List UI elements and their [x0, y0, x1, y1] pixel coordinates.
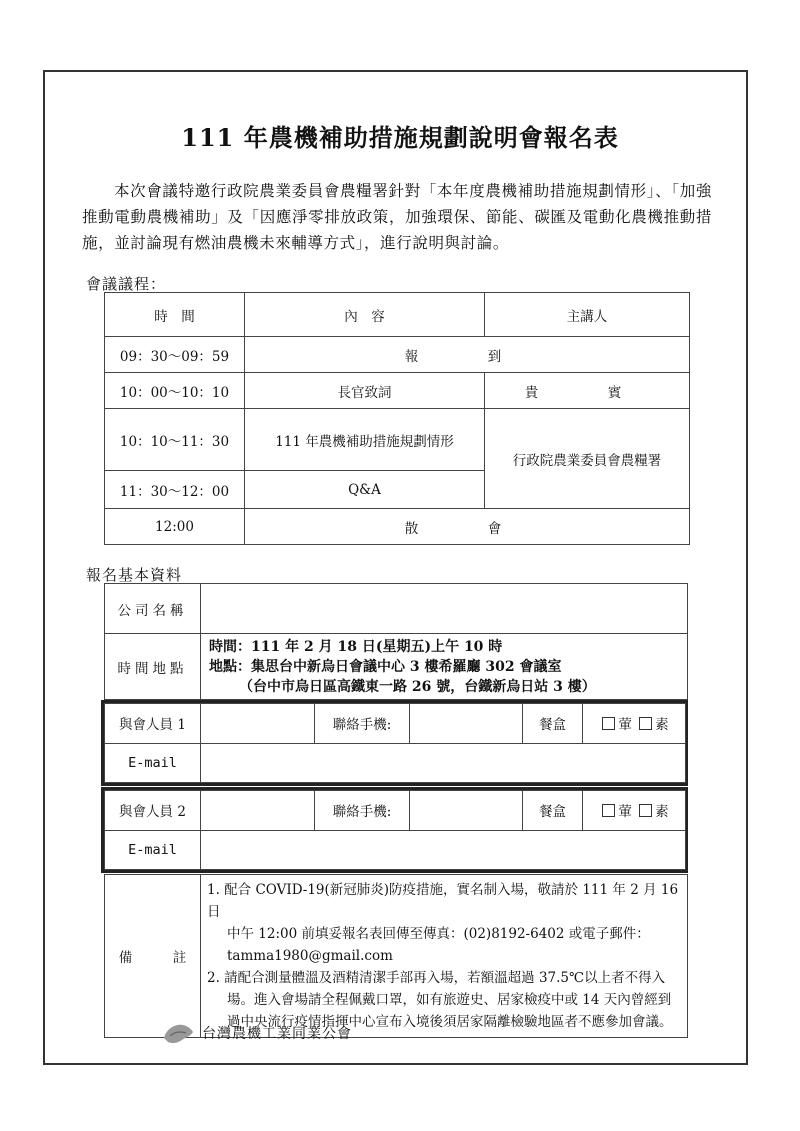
attendee-name-field[interactable] — [201, 704, 315, 744]
note-1-line-2: 中午 12:00 前填妥報名表回傳至傳真：(02)8192-6402 或電子郵件： — [227, 926, 650, 942]
notes-content — [201, 875, 688, 1038]
email-label: E-mail — [105, 830, 201, 870]
agenda-time: 11：30～12：00 — [105, 471, 245, 509]
vegetarian-option-label: 素 — [655, 804, 669, 821]
agenda-content: 報 到 — [245, 337, 690, 373]
meat-checkbox[interactable] — [602, 804, 615, 817]
agenda-content: Q&A — [245, 471, 485, 509]
vegetarian-checkbox[interactable] — [639, 804, 652, 817]
agenda-time: 10：00～10：10 — [105, 373, 245, 409]
agenda-header-content: 內 容 — [245, 293, 485, 337]
agenda-content: 長官致詞 — [245, 373, 485, 409]
agenda-header-row — [105, 293, 690, 337]
phone-field[interactable] — [410, 704, 523, 744]
meeting-place: 地點：集思台中新烏日會議中心 3 樓希羅廳 302 會議室 — [209, 658, 562, 675]
notes-table — [104, 874, 688, 1038]
attendee-block-2 — [101, 787, 688, 873]
meeting-time: 時間：111 年 2 月 18 日(星期五)上午 10 時 — [209, 638, 503, 655]
agenda-time: 12:00 — [105, 509, 245, 545]
note-1-email[interactable]: tamma1980@gmail.com — [227, 948, 393, 964]
note-2-line-2: 場。進入會場請全程佩戴口罩，如有旅遊史、居家檢疫中或 14 天內曾經到 — [227, 992, 672, 1008]
registration-table — [104, 583, 688, 700]
time-place-label: 時間地點 — [105, 634, 201, 700]
agenda-row — [105, 409, 690, 471]
agenda-speaker: 貴 賓 — [485, 373, 690, 409]
meal-label: 餐盒 — [523, 791, 583, 831]
agenda-content: 散 會 — [245, 509, 690, 545]
company-name-label: 公司名稱 — [105, 584, 201, 634]
attendee-block-1 — [101, 700, 688, 786]
agenda-time: 10：10～11：30 — [105, 409, 245, 471]
meat-option-label: 葷 — [618, 804, 632, 821]
agenda-heading: 會議議程： — [86, 275, 167, 293]
taiwan-map-icon — [160, 1020, 196, 1046]
email-field[interactable] — [201, 830, 686, 870]
agenda-header-time: 時 間 — [105, 293, 245, 337]
email-field[interactable] — [201, 743, 686, 783]
vegetarian-checkbox[interactable] — [639, 717, 652, 730]
page-title: 111 年農機補助措施規劃說明會報名表 — [181, 123, 619, 152]
organization-name: 台灣農機工業同業公會 — [202, 1026, 352, 1042]
email-label: E-mail — [105, 743, 201, 783]
meal-options — [583, 704, 686, 744]
note-1-line-1: 1. 配合 COVID-19(新冠肺炎)防疫措施，實名制入場，敬請於 111 年 2 月 16 日 — [207, 882, 679, 920]
footer — [160, 1020, 352, 1046]
note-2-line-1: 2. 請配合測量體溫及酒精清潔手部再入場，若額溫超過 37.5℃以上者不得入 — [207, 970, 666, 986]
vegetarian-option-label: 素 — [655, 717, 669, 734]
agenda-row — [105, 373, 690, 409]
attendee-label: 與會人員 2 — [105, 791, 201, 831]
agenda-row — [105, 509, 690, 545]
agenda-row — [105, 337, 690, 373]
agenda-time: 09：30～09：59 — [105, 337, 245, 373]
meal-options — [583, 791, 686, 831]
attendee-name-field[interactable] — [201, 791, 315, 831]
meeting-address: （台中市烏日區高鐵東一路 26 號，台鐵新烏日站 3 樓） — [239, 678, 596, 695]
phone-label: 聯絡手機: — [315, 791, 410, 831]
meat-option-label: 葷 — [618, 717, 632, 734]
phone-label: 聯絡手機: — [315, 704, 410, 744]
note-2-line-3: 過中央流行疫情指揮中心宣布入境後須居家隔離檢驗地區者不應參加會議。 — [227, 1014, 673, 1030]
meal-label: 餐盒 — [523, 704, 583, 744]
registration-heading: 報名基本資料 — [86, 566, 183, 584]
agenda-header-speaker: 主講人 — [485, 293, 690, 337]
meat-checkbox[interactable] — [602, 717, 615, 730]
agenda-content: 111 年農機補助措施規劃情形 — [245, 409, 485, 471]
time-place-info — [201, 634, 688, 700]
company-name-field[interactable] — [201, 584, 688, 634]
intro-paragraph: 本次會議特邀行政院農業委員會農糧署針對「本年度農機補助措施規劃情形」、「加強推動電動農機補助」及「因應淨零排放政策，加強環保、節能、碳匯及電動化農機推動措施，並討論現有燃油農機未來輔導方式」，進行說明與討論。 — [82, 182, 712, 252]
notes-label: 備 註 — [105, 875, 201, 1038]
phone-field[interactable] — [410, 791, 523, 831]
agenda-table — [104, 292, 690, 545]
attendee-label: 與會人員 1 — [105, 704, 201, 744]
agenda-speaker: 行政院農業委員會農糧署 — [485, 409, 690, 509]
